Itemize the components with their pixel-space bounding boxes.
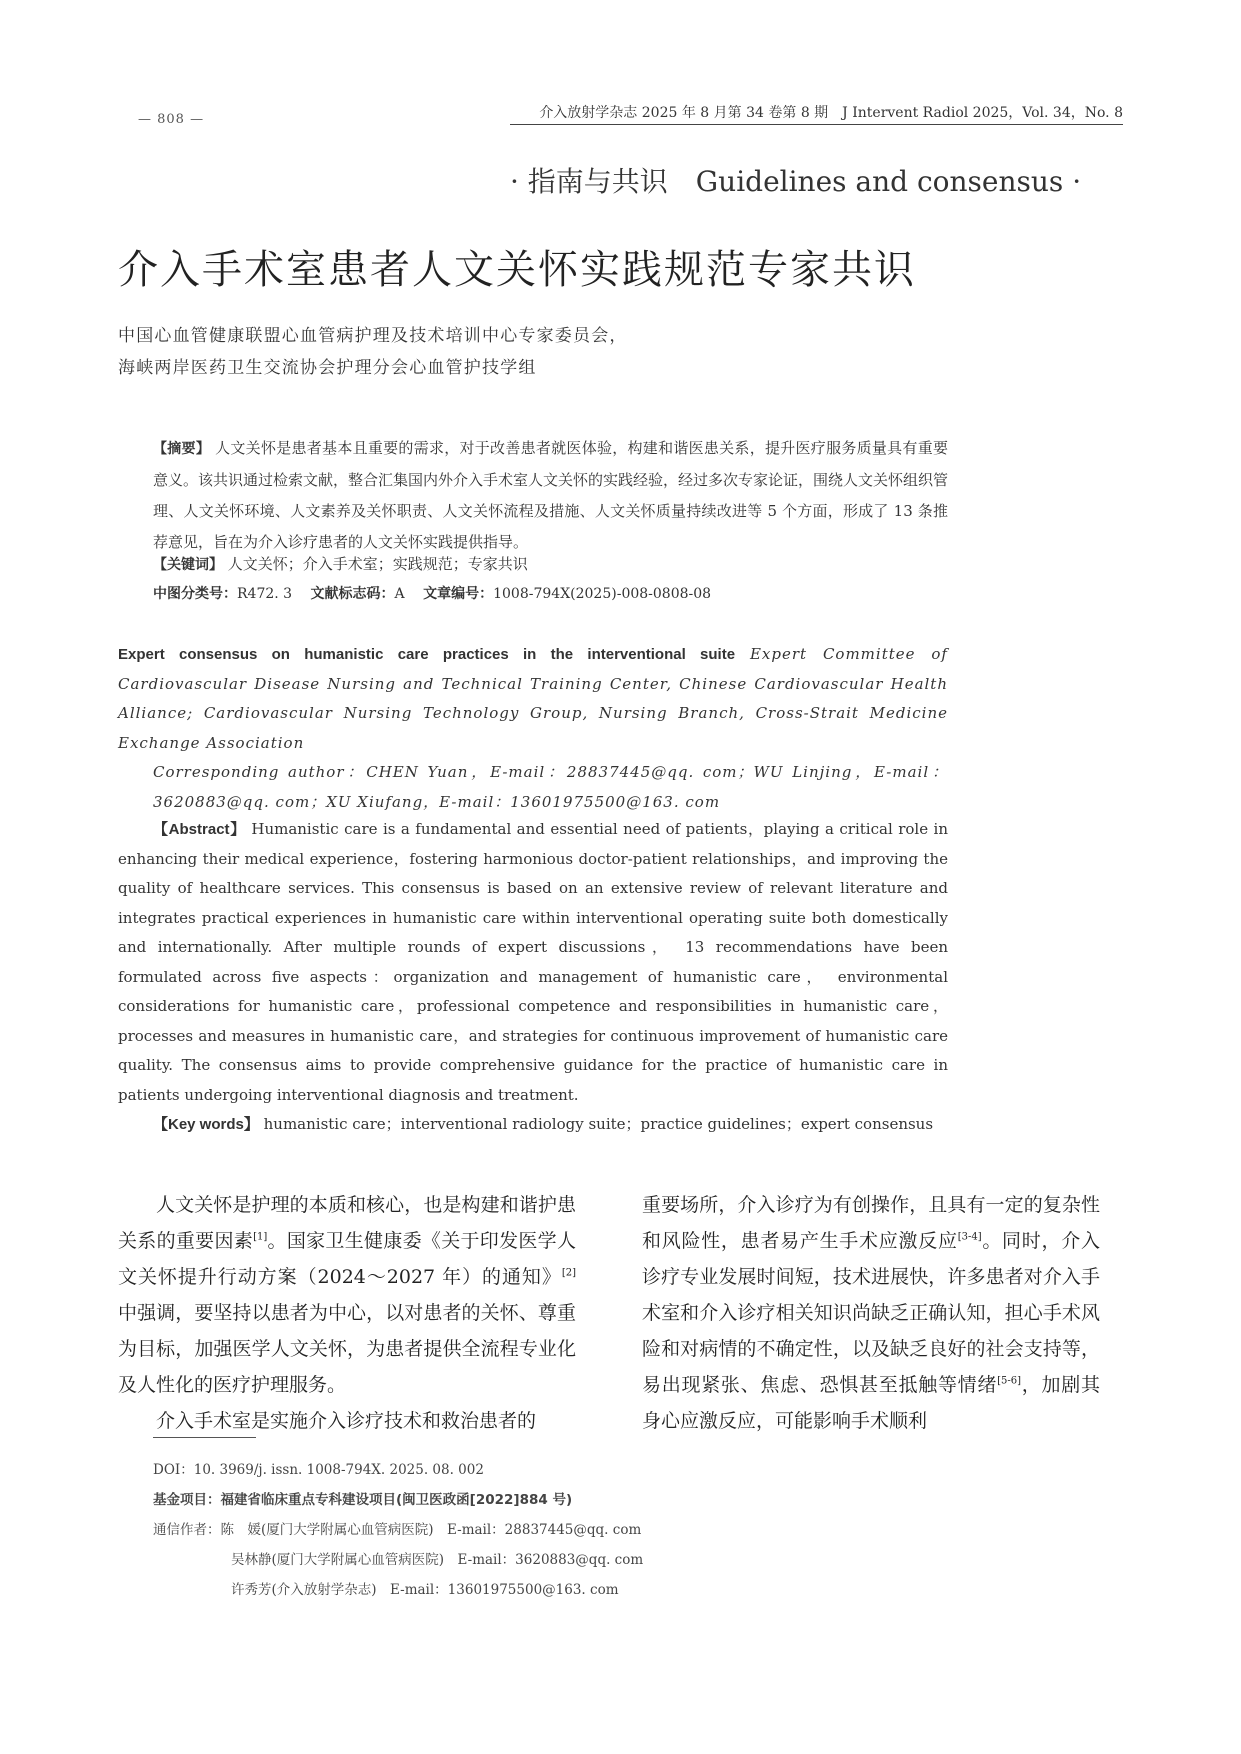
body-text: ，加剧其身心应激反应，可能影响手术顺利 xyxy=(642,1374,1100,1432)
body-column-left xyxy=(118,1187,576,1439)
corresponding-line-3: 许秀芳(介入放射学杂志) E-mail：13601975500@163. com xyxy=(231,1582,619,1598)
english-title: Expert consensus on humanistic care practices in the interventional suite xyxy=(118,646,736,663)
citation: [3-4] xyxy=(957,1231,982,1243)
corresponding-line-2: 吴林静(厦门大学附属心血管病医院) E-mail：3620883@qq. com xyxy=(231,1552,644,1568)
body-text: 人文关怀是护理的本质和核心，也是构建和谐护患关系的重要因素 xyxy=(118,1194,576,1252)
section-tag: · 指南与共识 Guidelines and consensus · xyxy=(510,165,1082,198)
body-text: 。同时，介入诊疗专业发展时间短，技术进展快，许多患者对介入手术室和介入诊疗相关知识尚缺乏正确认知，担心手术风险和对病情的不确定性，以及缺乏良好的社会支持等，易出现紧张、焦虑、恐惧甚至抵触等情绪 xyxy=(642,1230,1100,1396)
class-label: 中图分类号： xyxy=(153,586,237,602)
corresponding-entry: 陈 媛(厦门大学附属心血管病医院) E-mail：28837445@qq. com xyxy=(220,1522,642,1538)
corresponding-label: 通信作者： xyxy=(153,1522,221,1538)
english-abstract-text: Humanistic care is a fundamental and essential need of patients，playing a critical role in enhancing their medical experience，fostering harmonious doctor-patient relationships，and improving the quality of healthcare services. This consensus is based on an extensive review of relevant literature and integrates practical experiences in humanistic care within interventional operating suite both domestically and internationally. After multiple rounds of expert discussions， 13 recommendations have been formulated across five aspects：organization and management of humanistic care， environmental considerations for humanistic care，professional competence and responsibilities in humanistic care，processes and measures in humanistic care，and strategies for continuous improvement of humanistic care quality. The consensus aims to provide comprehensive guidance for the practice of humanistic care in patients undergoing interventional diagnosis and treatment. xyxy=(118,820,948,1104)
abstract-text: 人文关怀是患者基本且重要的需求，对于改善患者就医体验，构建和谐医患关系，提升医疗服务质量具有重要意义。该共识通过检索文献，整合汇集国内外介入手术室人文关怀的实践经验，经过多次专家论证，围绕人文关怀组织管理、人文关怀环境、人文素养及关怀职责、人文关怀流程及措施、人文关怀质量持续改进等 5 个方面，形成了 13 条推荐意见，旨在为介入诊疗患者的人文关怀实践提供指导。 xyxy=(153,439,949,551)
citation: [5-6] xyxy=(997,1375,1022,1387)
english-keywords-text: humanistic care；interventional radiology suite；practice guidelines；expert consensus xyxy=(263,1115,934,1133)
doi-line: DOI：10. 3969/j. issn. 1008-794X. 2025. 08. 002 xyxy=(153,1462,484,1478)
article-title: 介入手术室患者人文关怀实践规范专家共识 xyxy=(118,247,916,293)
body-text: 重要场所，介入诊疗为有创操作，且具有一定的复杂性和风险性，患者易产生手术应激反应 xyxy=(642,1194,1100,1252)
classification-line xyxy=(153,583,711,603)
keywords-label: 【关键词】 xyxy=(153,557,223,573)
body-column-right xyxy=(642,1187,1100,1439)
body-paragraph xyxy=(642,1187,1100,1439)
body-text: 。国家卫生健康委《关于印发医学人文关怀提升行动方案（2024～2027 年）的通知》 xyxy=(118,1230,576,1288)
footnote-rule xyxy=(153,1437,256,1438)
body-paragraph: 介入手术室是实施介入诊疗技术和救治患者的 xyxy=(156,1410,537,1432)
english-keywords xyxy=(153,1113,933,1134)
english-keywords-label: 【Key words】 xyxy=(153,1116,259,1133)
corresponding-authors: Corresponding author：CHEN Yuan，E-mail：28837445@qq. com；WU Linjing，E-mail：3620883@qq. com；XU Xiufang，E-mail：13601975500@163. com xyxy=(153,763,948,811)
fund-text: 福建省临床重点专科建设项目(闽卫医政函[2022]884 号) xyxy=(220,1492,573,1508)
chinese-abstract xyxy=(153,433,948,558)
chinese-keywords xyxy=(153,553,528,574)
citation: [2] xyxy=(561,1267,576,1279)
keywords-text: 人文关怀；介入手术室；实践规范；专家共识 xyxy=(227,555,528,573)
abstract-label: 【摘要】 xyxy=(153,441,211,457)
author-affiliations xyxy=(118,320,628,384)
citation: [1] xyxy=(253,1231,268,1243)
author-line-2: 海峡两岸医药卫生交流协会护理分会心血管护技学组 xyxy=(118,358,537,378)
english-header-block xyxy=(118,640,948,817)
english-abstract xyxy=(118,815,948,1110)
header-rule xyxy=(510,124,1123,125)
class-value: R472. 3 xyxy=(237,586,293,602)
body-paragraph xyxy=(118,1187,576,1403)
author-line-1: 中国心血管健康联盟心血管病护理及技术培训中心专家委员会， xyxy=(118,326,628,346)
footnotes xyxy=(153,1455,643,1605)
article-no-value: 1008-794X(2025)-008-0808-08 xyxy=(493,586,712,602)
fund-line xyxy=(153,1485,643,1515)
journal-header: 介入放射学杂志 2025 年 8 月第 34 卷第 8 期 J Intervent Radiol 2025，Vol. 34，No. 8 xyxy=(539,105,1123,121)
corresponding-line-1 xyxy=(153,1515,643,1545)
body-text: 中强调，要坚持以患者为中心，以对患者的关怀、尊重为目标，加强医学人文关怀，为患者提供全流程专业化及人性化的医疗护理服务。 xyxy=(118,1302,576,1396)
page-number: — 808 — xyxy=(138,112,205,127)
english-authors: Expert Committee of Cardiovascular Disease Nursing and Technical Training Center, Chinese Cardiovascular Health Alliance; Cardiovascular Nursing Technology Group, Nursing Branch, Cross-Strait Medicine Exchange Association xyxy=(118,645,948,752)
doc-label: 文献标志码： xyxy=(310,586,395,602)
article-no-label: 文章编号： xyxy=(423,586,494,602)
fund-label: 基金项目： xyxy=(153,1492,221,1508)
doc-value: A xyxy=(394,586,405,602)
english-abstract-label: 【Abstract】 xyxy=(153,821,246,838)
